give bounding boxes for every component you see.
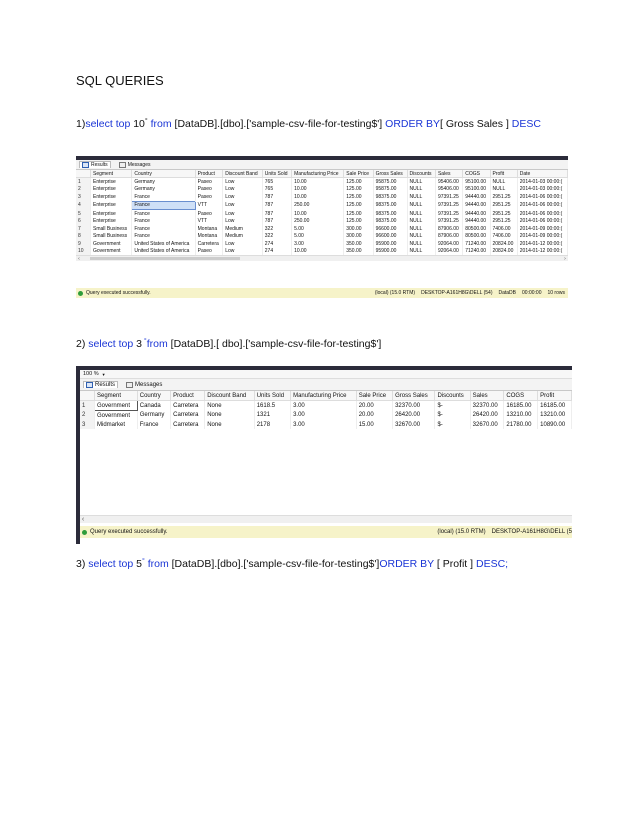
table-cell[interactable]: France [132, 210, 195, 218]
table-cell[interactable]: Low [223, 193, 263, 201]
column-header[interactable]: Profit [490, 170, 517, 178]
table-cell[interactable]: 2014-01-09 00:00:( [517, 233, 567, 241]
query-3 [76, 558, 508, 570]
query-1-prefix: 1) [76, 118, 86, 130]
table-cell[interactable]: 97391.25 [435, 218, 462, 226]
table-cell[interactable]: 95900.00 [373, 240, 407, 248]
row-number[interactable]: 2 [80, 411, 95, 421]
table-cell[interactable]: 32670.00 [470, 420, 504, 429]
column-header[interactable]: Sale Price [344, 170, 373, 178]
table-cell[interactable]: 96600.00 [373, 225, 407, 233]
table-cell[interactable]: None [205, 401, 255, 411]
row-number-header [76, 170, 91, 178]
table-cell[interactable]: 5.00 [292, 225, 344, 233]
table-cell[interactable]: 274 [262, 248, 291, 256]
messages-tab[interactable]: Messages [119, 162, 151, 168]
table-row[interactable] [76, 225, 568, 233]
table-cell[interactable]: United States of America [132, 248, 195, 256]
table-cell[interactable]: 322 [262, 233, 291, 241]
table-row[interactable] [76, 178, 568, 186]
table-cell[interactable]: 26420.00 [393, 411, 435, 421]
column-header[interactable]: Discount Band [205, 391, 255, 401]
status-bar [80, 526, 572, 538]
table-cell[interactable]: 95406.00 [435, 178, 462, 186]
table-cell[interactable]: 20824.00 [490, 248, 517, 256]
scroll-left-icon[interactable]: ‹ [78, 255, 80, 262]
table-cell[interactable]: 92064.00 [435, 240, 462, 248]
table-cell[interactable]: 350.00 [344, 240, 373, 248]
table-cell[interactable]: 10.00 [292, 248, 344, 256]
table-cell[interactable]: Government [95, 401, 138, 411]
table-cell[interactable]: 96600.00 [373, 233, 407, 241]
elapsed-time: 00:00:00 [522, 290, 542, 296]
table-cell[interactable]: 765 [262, 186, 291, 194]
table-cell[interactable]: 2951.25 [490, 193, 517, 201]
machine-name: DESKTOP-A161H8G\DELL (5 [491, 529, 572, 535]
table-cell[interactable]: Low [223, 210, 263, 218]
machine-name: DESKTOP-A161H8G\DELL (54) [421, 290, 493, 296]
result-tabs [80, 379, 572, 391]
table-cell[interactable]: 2014-01-09 00:00:( [517, 225, 567, 233]
table-cell[interactable]: 7406.00 [490, 233, 517, 241]
table-cell[interactable]: 95875.00 [373, 178, 407, 186]
messages-tab[interactable]: Messages [126, 382, 162, 388]
table-cell[interactable]: 2951.25 [490, 201, 517, 210]
status-text: Query executed successfully. [86, 290, 151, 296]
query-1 [76, 118, 541, 130]
row-number[interactable]: 7 [76, 225, 91, 233]
row-number[interactable]: 3 [76, 193, 91, 201]
query-3-prefix: 3) [76, 558, 89, 570]
table-cell[interactable]: 10.00 [292, 186, 344, 194]
table-cell[interactable]: 765 [262, 178, 291, 186]
row-number[interactable]: 9 [76, 240, 91, 248]
query-3-from-keyword: from [144, 558, 169, 570]
table-cell[interactable]: 95406.00 [435, 186, 462, 194]
query-2-from-keyword: from [146, 338, 168, 350]
table-cell[interactable]: 94440.00 [463, 218, 490, 226]
table-cell[interactable]: Carretera [171, 411, 205, 421]
table-cell[interactable]: 10.00 [292, 178, 344, 186]
table-cell[interactable]: 2014-01-03 00:00:( [517, 186, 567, 194]
table-row[interactable] [76, 186, 568, 194]
table-cell[interactable]: Carretera [171, 420, 205, 429]
table-cell[interactable]: 98375.00 [373, 193, 407, 201]
table-cell[interactable]: 20.00 [356, 411, 392, 421]
table-row[interactable] [76, 193, 568, 201]
horizontal-scrollbar[interactable] [80, 515, 572, 523]
table-cell[interactable]: $- [435, 420, 470, 429]
table-cell[interactable]: Enterprise [91, 178, 132, 186]
server-name: (local) (15.0 RTM) [437, 529, 486, 535]
table-cell[interactable]: 98375.00 [373, 210, 407, 218]
table-cell[interactable]: France [132, 201, 195, 210]
table-cell[interactable]: Paseo [195, 248, 223, 256]
success-icon [78, 291, 83, 296]
table-cell[interactable]: VTT [195, 201, 223, 210]
table-cell[interactable]: Government [91, 248, 132, 256]
scroll-right-icon[interactable]: › [564, 255, 566, 262]
table-cell[interactable]: 94440.00 [463, 201, 490, 210]
status-bar [76, 288, 568, 298]
table-cell[interactable]: NULL [407, 248, 435, 256]
table-cell[interactable]: 98375.00 [373, 218, 407, 226]
table-cell[interactable]: 125.00 [344, 186, 373, 194]
query-3-count: 5 [133, 558, 142, 570]
table-cell[interactable]: 2951.25 [490, 218, 517, 226]
table-cell[interactable]: 2014-01-12 00:00:( [517, 240, 567, 248]
column-header[interactable]: Gross Sales [393, 391, 435, 401]
query-3-select-keyword: select top [88, 558, 134, 570]
query-1-degree: ° [144, 118, 148, 125]
table-cell[interactable]: 250.00 [292, 218, 344, 226]
table-row[interactable] [76, 240, 568, 248]
table-cell[interactable]: Small Business [91, 233, 132, 241]
result-tabs [76, 160, 568, 170]
table-cell[interactable]: Germany [132, 186, 195, 194]
table-cell[interactable]: Germany [137, 411, 170, 421]
table-cell[interactable]: Canada [137, 401, 170, 411]
table-cell[interactable]: 274 [262, 240, 291, 248]
table-cell[interactable]: 1618.5 [254, 401, 290, 411]
table-cell[interactable]: 16185.00 [504, 401, 538, 411]
table-cell[interactable]: Carretera [195, 240, 223, 248]
query-2-count: 3 [133, 338, 142, 350]
table-cell[interactable]: Enterprise [91, 186, 132, 194]
table-cell[interactable]: 3.00 [291, 420, 357, 429]
table-cell[interactable]: Government [91, 240, 132, 248]
table-row[interactable] [76, 248, 568, 256]
column-header[interactable]: Segment [95, 391, 138, 401]
table-cell[interactable]: 20824.00 [490, 240, 517, 248]
column-header[interactable]: COGS [504, 391, 538, 401]
query-3-order-column: [ Profit ] [433, 558, 474, 570]
table-cell[interactable]: 95875.00 [373, 186, 407, 194]
table-cell[interactable]: 15.00 [356, 420, 392, 429]
zoom-level: 100 % [83, 371, 99, 377]
table-cell[interactable]: 125.00 [344, 201, 373, 210]
table-cell[interactable]: 787 [262, 193, 291, 201]
zoom-control[interactable] [80, 370, 572, 379]
table-cell[interactable]: None [205, 420, 255, 429]
table-cell[interactable]: 250.00 [292, 201, 344, 210]
table-cell[interactable]: United States of America [132, 240, 195, 248]
table-cell[interactable]: 32370.00 [470, 401, 504, 411]
query-1-desc-keyword: DESC [508, 118, 541, 130]
table-cell[interactable]: 97391.25 [435, 193, 462, 201]
table-cell[interactable]: 2178 [254, 420, 290, 429]
query-1-count: 10 [130, 118, 145, 130]
table-cell[interactable]: 2014-01-06 00:00:( [517, 201, 567, 210]
column-header[interactable]: COGS [463, 170, 490, 178]
table-cell[interactable]: Low [223, 186, 263, 194]
table-cell[interactable]: 2014-01-06 00:00:( [517, 218, 567, 226]
column-header[interactable]: Units Sold [254, 391, 290, 401]
table-cell[interactable]: 3.00 [292, 240, 344, 248]
column-header[interactable]: Profit [538, 391, 572, 401]
table-cell[interactable]: 16185.00 [538, 401, 572, 411]
column-header[interactable]: Date [517, 170, 567, 178]
table-row[interactable] [76, 218, 568, 226]
database-name: DataDB [498, 290, 517, 296]
table-row[interactable] [80, 420, 572, 429]
scroll-left-icon[interactable]: ‹ [81, 516, 85, 523]
table-cell[interactable]: NULL [407, 186, 435, 194]
table-cell[interactable]: 125.00 [344, 218, 373, 226]
row-number[interactable]: 10 [76, 248, 91, 256]
row-number[interactable]: 1 [80, 401, 95, 411]
table-cell[interactable]: 2014-01-12 00:00:( [517, 248, 567, 256]
table-cell[interactable]: NULL [490, 186, 517, 194]
table-row[interactable] [76, 210, 568, 218]
query-1-table: [DataDB].[dbo].['sample-csv-file-for-testing$'] [171, 118, 383, 130]
table-cell[interactable]: 300.00 [344, 233, 373, 241]
table-cell[interactable]: NULL [407, 233, 435, 241]
query-3-degree: ° [141, 558, 145, 565]
column-header[interactable]: Gross Sales [373, 170, 407, 178]
column-header[interactable]: Manufacturing Price [291, 391, 357, 401]
query-2-table: [DataDB].[ dbo].['sample-csv-file-for-testing$'] [167, 338, 382, 350]
table-cell[interactable]: Medium [223, 225, 263, 233]
row-number[interactable]: 5 [76, 210, 91, 218]
column-header[interactable]: Discounts [435, 391, 470, 401]
table-cell[interactable]: $- [435, 401, 470, 411]
table-cell[interactable]: Paseo [195, 178, 223, 186]
row-number[interactable]: 1 [76, 178, 91, 186]
table-cell[interactable]: NULL [407, 225, 435, 233]
table-cell[interactable]: Paseo [195, 210, 223, 218]
server-name: (local) (15.0 RTM) [374, 290, 416, 296]
grid-icon [82, 162, 89, 168]
table-cell[interactable]: Low [223, 178, 263, 186]
query-3-desc-keyword: DESC; [473, 558, 509, 570]
table-cell[interactable]: Enterprise [91, 210, 132, 218]
table-cell[interactable]: 94440.00 [463, 210, 490, 218]
table-cell[interactable]: 13210.00 [504, 411, 538, 421]
column-header[interactable]: Units Sold [262, 170, 291, 178]
table-cell[interactable]: 2014-01-06 00:00:( [517, 193, 567, 201]
table-cell[interactable]: Montana [195, 225, 223, 233]
query-2 [76, 338, 381, 350]
results-grid-2 [80, 391, 572, 429]
table-cell[interactable]: 71240.00 [463, 240, 490, 248]
table-cell[interactable]: 787 [262, 210, 291, 218]
table-cell[interactable]: 350.00 [344, 248, 373, 256]
row-number[interactable]: 4 [76, 201, 91, 210]
table-row[interactable] [76, 201, 568, 210]
table-cell[interactable]: 125.00 [344, 178, 373, 186]
query-3-order-keyword: ORDER BY [379, 558, 434, 570]
table-cell[interactable]: Enterprise [91, 193, 132, 201]
table-cell[interactable]: 80500.00 [463, 233, 490, 241]
column-header[interactable]: Sales [435, 170, 462, 178]
table-cell[interactable]: VTT [195, 218, 223, 226]
table-cell[interactable]: France [137, 420, 170, 429]
table-cell[interactable]: NULL [407, 210, 435, 218]
query-1-select-keyword: select top [85, 118, 131, 130]
table-cell[interactable]: 94440.00 [463, 193, 490, 201]
query-2-degree: ° [141, 338, 147, 345]
table-cell[interactable]: 2014-01-03 00:00:( [517, 178, 567, 186]
query-2-select-keyword: select top [88, 338, 134, 350]
table-cell[interactable]: Medium [223, 233, 263, 241]
table-cell[interactable]: 125.00 [344, 210, 373, 218]
column-header[interactable]: Segment [91, 170, 132, 178]
success-icon [82, 530, 87, 535]
table-cell[interactable]: NULL [407, 218, 435, 226]
column-header[interactable]: Product [171, 391, 205, 401]
table-row[interactable] [76, 233, 568, 241]
table-cell[interactable]: 95900.00 [373, 248, 407, 256]
table-cell[interactable]: 2951.25 [490, 210, 517, 218]
status-text: Query executed successfully. [90, 529, 168, 535]
result-screenshot-1 [76, 156, 568, 303]
table-cell[interactable]: 71240.00 [463, 248, 490, 256]
chevron-down-icon: ▼ [101, 371, 106, 377]
table-cell[interactable]: 5.00 [292, 233, 344, 241]
table-cell[interactable]: NULL [407, 201, 435, 210]
table-cell[interactable]: France [132, 218, 195, 226]
row-count: 10 rows [547, 290, 565, 296]
row-number-header [80, 391, 95, 401]
column-header[interactable]: Country [137, 391, 170, 401]
table-cell[interactable]: 10.00 [292, 210, 344, 218]
page-title: SQL QUERIES [76, 73, 164, 88]
row-number[interactable]: 2 [76, 186, 91, 194]
table-cell[interactable]: 97391.25 [435, 210, 462, 218]
table-cell[interactable]: France [132, 225, 195, 233]
table-cell[interactable]: Small Business [91, 225, 132, 233]
table-cell[interactable]: 322 [262, 225, 291, 233]
table-cell[interactable]: Midmarket [95, 420, 138, 429]
table-cell[interactable]: 80500.00 [463, 225, 490, 233]
table-cell[interactable]: Low [223, 218, 263, 226]
column-header[interactable]: Discounts [407, 170, 435, 178]
table-cell[interactable]: 87906.00 [435, 233, 462, 241]
results-tab[interactable]: Results [83, 381, 118, 388]
table-cell[interactable]: 3.00 [291, 411, 357, 421]
column-header[interactable]: Product [195, 170, 223, 178]
table-cell[interactable]: 21780.00 [504, 420, 538, 429]
table-cell[interactable]: 97391.25 [435, 201, 462, 210]
table-cell[interactable]: $- [435, 411, 470, 421]
table-cell[interactable]: NULL [407, 178, 435, 186]
table-cell[interactable]: 10890.00 [538, 420, 572, 429]
table-cell[interactable]: 95100.00 [463, 178, 490, 186]
scroll-thumb[interactable] [90, 257, 240, 260]
table-cell[interactable]: 20.00 [356, 401, 392, 411]
table-cell[interactable]: 32370.00 [393, 401, 435, 411]
table-cell[interactable]: NULL [490, 178, 517, 186]
table-cell[interactable]: France [132, 193, 195, 201]
table-cell[interactable]: Low [223, 248, 263, 256]
query-2-prefix: 2) [76, 338, 89, 350]
table-cell[interactable]: Paseo [195, 186, 223, 194]
results-grid-1 [76, 170, 568, 255]
messages-icon [119, 162, 126, 168]
table-cell[interactable]: Low [223, 240, 263, 248]
table-cell[interactable]: Paseo [195, 193, 223, 201]
table-cell[interactable]: Germany [132, 178, 195, 186]
table-cell[interactable]: 26420.00 [470, 411, 504, 421]
table-cell[interactable]: Enterprise [91, 218, 132, 226]
query-3-table: [DataDB].[dbo].['sample-csv-file-for-testing$'] [168, 558, 380, 570]
column-header[interactable]: Sale Price [356, 391, 392, 401]
result-screenshot-2 [76, 366, 572, 544]
table-cell[interactable]: Enterprise [91, 201, 132, 210]
table-row[interactable] [80, 411, 572, 421]
row-number[interactable]: 8 [76, 233, 91, 241]
column-header[interactable]: Manufacturing Price [292, 170, 344, 178]
table-cell[interactable]: NULL [407, 240, 435, 248]
table-cell[interactable]: 92064.00 [435, 248, 462, 256]
table-cell[interactable]: None [205, 411, 255, 421]
column-header[interactable]: Country [132, 170, 195, 178]
column-header[interactable]: Sales [470, 391, 504, 401]
table-cell[interactable]: Montana [195, 233, 223, 241]
table-cell[interactable]: 10.00 [292, 193, 344, 201]
query-1-order-keyword: ORDER BY [382, 118, 440, 130]
table-cell[interactable]: 3.00 [291, 401, 357, 411]
table-cell[interactable]: NULL [407, 193, 435, 201]
grid-icon [86, 382, 93, 388]
row-number[interactable]: 3 [80, 420, 95, 429]
table-cell[interactable]: 98375.00 [373, 201, 407, 210]
table-cell[interactable]: France [132, 233, 195, 241]
table-cell[interactable]: 13210.00 [538, 411, 572, 421]
table-cell[interactable]: 87906.00 [435, 225, 462, 233]
table-cell[interactable]: 95100.00 [463, 186, 490, 194]
results-tab[interactable]: Results [79, 161, 111, 168]
table-cell[interactable]: 787 [262, 218, 291, 226]
table-cell[interactable]: Carretera [171, 401, 205, 411]
table-cell[interactable]: Low [223, 201, 263, 210]
table-cell[interactable]: 787 [262, 201, 291, 210]
table-row[interactable] [80, 401, 572, 411]
query-1-order-column: [ Gross Sales ] [440, 118, 509, 130]
table-cell[interactable]: 300.00 [344, 225, 373, 233]
query-1-from-keyword: from [147, 118, 172, 130]
column-header[interactable]: Discount Band [223, 170, 263, 178]
horizontal-scrollbar[interactable] [76, 255, 568, 261]
table-cell[interactable]: 7406.00 [490, 225, 517, 233]
messages-icon [126, 382, 133, 388]
row-number[interactable]: 6 [76, 218, 91, 226]
table-cell[interactable]: 125.00 [344, 193, 373, 201]
table-cell[interactable]: 1321 [254, 411, 290, 421]
table-cell[interactable]: 2014-01-06 00:00:( [517, 210, 567, 218]
table-cell[interactable]: Government [95, 411, 138, 421]
table-cell[interactable]: 32670.00 [393, 420, 435, 429]
